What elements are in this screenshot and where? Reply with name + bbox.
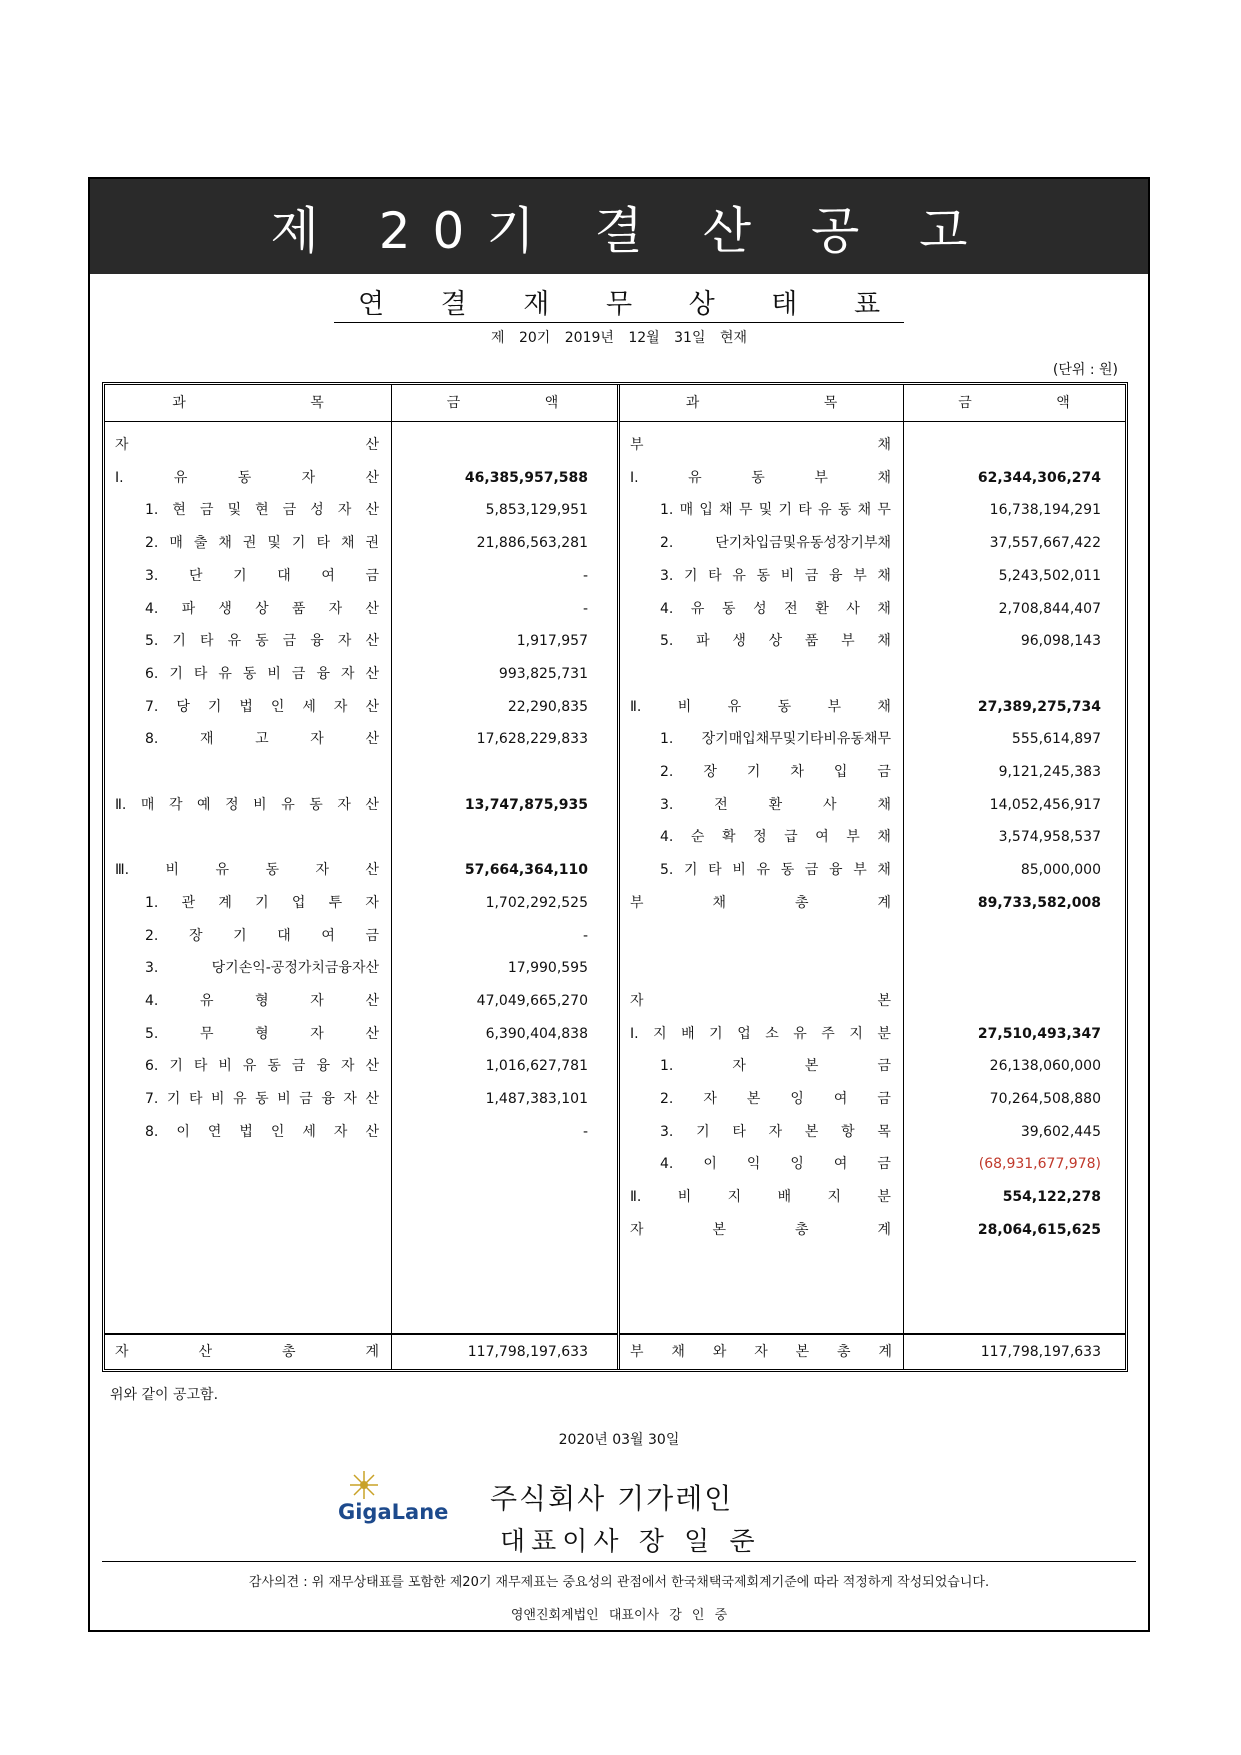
row-amount: 16,738,194,291 — [989, 502, 1101, 519]
row-amount: 27,510,493,347 — [977, 1025, 1101, 1042]
row-amount: 14,052,456,917 — [989, 796, 1101, 813]
table-row — [105, 689, 617, 725]
row-amount: 62,344,306,274 — [977, 469, 1101, 486]
table-row — [620, 623, 1125, 659]
row-item-label: 자 산 — [115, 437, 379, 453]
row-item-label — [630, 656, 891, 692]
table-row — [620, 1114, 1125, 1150]
row-amount: 47,049,665,270 — [476, 992, 588, 1009]
liabilities-equity-column — [620, 385, 1125, 1369]
row-item-label: 7. 기 타 비 유 동 비 금 융 자 산 — [145, 1091, 379, 1107]
table-row — [620, 1016, 1125, 1052]
table-row — [620, 983, 1125, 1019]
unit-label: (단위 : 원) — [1052, 362, 1118, 378]
row-item-label: 2. 자 본 잉 여 금 — [660, 1091, 891, 1107]
logo-text: GigaLane — [338, 1500, 449, 1524]
row-amount: - — [582, 927, 588, 944]
row-item-label: 1. 매 입 채 무 및 기 타 유 동 채 무 — [660, 502, 891, 519]
table-row — [105, 950, 617, 986]
row-item-label: Ⅱ. 매 각 예 정 비 유 동 자 산 — [115, 796, 379, 813]
row-amount — [903, 656, 1101, 692]
closing-statement: 위와 같이 공고함. — [110, 1387, 219, 1403]
row-item-label: 1. 자 본 금 — [660, 1058, 891, 1075]
audit-opinion: 감사의견 : 위 재무상태표를 포함한 제20기 재무제표는 중요성의 관점에서 한국채택국제회계기준에 따라 적정하게 작성되었습니다. — [248, 1575, 990, 1590]
row-amount: 1,917,957 — [516, 633, 588, 650]
table-row — [620, 852, 1125, 888]
row-amount: 27,389,275,734 — [977, 698, 1101, 715]
assets-column — [105, 385, 620, 1369]
row-item-label: Ⅰ. 지 배 기 업 소 유 주 지 분 — [630, 1025, 891, 1042]
row-amount: 96,098,143 — [1020, 633, 1101, 650]
company-name: 주식회사 기가레인 — [490, 1482, 734, 1515]
gigalane-logo-icon — [336, 1469, 454, 1529]
table-row — [105, 787, 617, 823]
row-amount: 1,487,383,101 — [485, 1091, 588, 1107]
table-row — [105, 427, 617, 463]
row-item-label: 3. 기 타 자 본 항 목 — [660, 1123, 891, 1140]
table-row — [105, 885, 617, 921]
row-item-label: 6. 기 타 유 동 비 금 융 자 산 — [145, 665, 379, 682]
row-amount: 28,064,615,625 — [977, 1221, 1101, 1238]
table-row — [620, 427, 1125, 463]
row-amount — [391, 427, 588, 463]
row-amount — [391, 754, 588, 790]
row-amount: 46,385,957,588 — [464, 469, 588, 486]
row-item-label — [630, 950, 891, 986]
row-amount — [903, 983, 1101, 1019]
row-item-label: 5. 기 타 유 동 금 융 자 산 — [145, 633, 379, 650]
row-amount: 70,264,508,880 — [989, 1091, 1101, 1107]
row-item-label: Ⅰ. 유 동 자 산 — [115, 469, 379, 486]
announcement-frame — [88, 177, 1150, 1632]
table-row — [620, 492, 1125, 528]
title-bar — [90, 179, 1148, 274]
total-liabilities-equity-amount: 117,798,197,633 — [980, 1344, 1101, 1360]
table-row — [620, 885, 1125, 921]
table-row — [105, 983, 617, 1019]
row-item-label: 3. 기 타 유 동 비 금 융 부 채 — [660, 567, 891, 584]
row-item-label: 4. 유 형 자 산 — [145, 992, 379, 1009]
table-row — [105, 1016, 617, 1052]
row-item-label: 8. 재 고 자 산 — [145, 731, 379, 748]
row-item-label: Ⅱ. 비 유 동 부 채 — [630, 698, 891, 715]
table-row — [620, 1212, 1125, 1248]
header-item: 과 목 — [685, 395, 898, 411]
row-amount: 13,747,875,935 — [464, 796, 588, 813]
row-item-label: 7. 당 기 법 인 세 자 산 — [145, 698, 379, 715]
statement-title: 연 결 재 무 상 태 표 — [334, 289, 904, 323]
row-item-label: 부 채 — [630, 437, 891, 453]
table-row — [620, 819, 1125, 855]
row-amount: 89,733,582,008 — [977, 894, 1101, 911]
row-amount: 6,390,404,838 — [485, 1025, 588, 1042]
divider — [102, 1561, 1136, 1562]
row-item-label: 3. 단 기 대 여 금 — [145, 567, 379, 584]
row-amount: 3,574,958,537 — [998, 829, 1101, 846]
total-assets-row — [105, 1333, 617, 1369]
row-item-label: 5. 파 생 상 품 부 채 — [660, 633, 891, 650]
table-row — [105, 918, 617, 954]
table-header — [620, 385, 1125, 422]
row-item-label: 부 채 총 계 — [630, 894, 891, 911]
row-amount: 22,290,835 — [507, 698, 588, 715]
row-item-label — [115, 754, 379, 790]
header-amount: 금 액 — [958, 395, 1110, 411]
statement-title-wrap — [90, 282, 1148, 321]
table-row — [620, 525, 1125, 561]
table-row — [105, 721, 617, 757]
row-item-label: 3. 당기손익-공정가치금융자산 — [145, 960, 379, 977]
row-amount — [903, 918, 1101, 954]
table-row — [620, 689, 1125, 725]
row-item-label: 4. 파 생 상 품 자 산 — [145, 600, 379, 617]
row-amount: - — [582, 567, 588, 584]
row-amount: 9,121,245,383 — [998, 764, 1101, 780]
row-amount: 17,990,595 — [507, 960, 588, 977]
row-amount — [903, 427, 1101, 463]
row-item-label: 8. 이 연 법 인 세 자 산 — [145, 1123, 379, 1140]
header-amount: 금 액 — [446, 395, 599, 411]
row-amount: - — [582, 600, 588, 617]
table-row — [105, 754, 617, 790]
row-item-label: 6. 기 타 비 유 동 금 융 자 산 — [145, 1058, 379, 1075]
row-amount: 26,138,060,000 — [989, 1058, 1101, 1075]
table-row — [105, 1114, 617, 1150]
row-item-label: 4. 이 익 잉 여 금 — [660, 1156, 891, 1173]
total-liabilities-equity-label: 부 채 와 자 본 총 계 — [630, 1344, 892, 1360]
table-row — [105, 623, 617, 659]
balance-sheet-table — [102, 382, 1128, 1372]
total-assets-amount: 117,798,197,633 — [467, 1344, 588, 1360]
row-item-label: 4. 순 확 정 급 여 부 채 — [660, 829, 891, 846]
row-item-label: 2. 장 기 차 입 금 — [660, 764, 891, 780]
row-item-label: 5. 기 타 비 유 동 금 융 부 채 — [660, 862, 891, 879]
row-amount: 85,000,000 — [1020, 862, 1101, 879]
row-amount: (68,931,677,978) — [978, 1156, 1101, 1173]
row-item-label: Ⅲ. 비 유 동 자 산 — [115, 862, 379, 879]
row-amount: 5,243,502,011 — [998, 567, 1101, 584]
row-amount: 1,702,292,525 — [485, 894, 588, 911]
row-item-label: 3. 전 환 사 채 — [660, 796, 891, 813]
row-amount: 555,614,897 — [1011, 731, 1101, 748]
row-item-label: 1. 장기매입채무및기타비유동채무 — [660, 731, 891, 748]
company-logo — [336, 1469, 454, 1529]
table-row — [105, 656, 617, 692]
row-item-label: 2. 장 기 대 여 금 — [145, 927, 379, 944]
table-row — [620, 1081, 1125, 1117]
table-row — [620, 918, 1125, 954]
table-row — [620, 460, 1125, 496]
table-row — [105, 1048, 617, 1084]
row-item-label: 자 본 — [630, 992, 891, 1009]
table-row — [620, 1048, 1125, 1084]
row-item-label: 1. 현 금 및 현 금 성 자 산 — [145, 502, 379, 519]
table-row — [105, 492, 617, 528]
ceo-name: 대표이사 장 일 준 — [500, 1527, 761, 1557]
row-amount: 2,708,844,407 — [998, 600, 1101, 617]
row-item-label — [115, 819, 379, 855]
row-amount: 1,016,627,781 — [485, 1058, 588, 1075]
total-liabilities-equity-row — [620, 1333, 1125, 1369]
auditor-signature: 영앤진회계법인 대표이사 강 인 중 — [510, 1608, 728, 1623]
row-item-label: 자 본 총 계 — [630, 1221, 891, 1238]
table-header — [105, 385, 617, 422]
row-item-label: 1. 관 계 기 업 투 자 — [145, 894, 379, 911]
reporting-period: 제 20기 2019년 12월 31일 현재 — [491, 330, 747, 346]
table-row — [620, 1179, 1125, 1215]
row-item-label: 5. 무 형 자 산 — [145, 1025, 379, 1042]
table-row — [620, 787, 1125, 823]
row-item-label — [630, 918, 891, 954]
row-amount: 5,853,129,951 — [485, 502, 588, 519]
row-amount: 554,122,278 — [1002, 1189, 1101, 1206]
row-amount — [391, 819, 588, 855]
row-item-label: Ⅰ. 유 동 부 채 — [630, 469, 891, 486]
table-row — [105, 852, 617, 888]
table-row — [105, 1081, 617, 1117]
table-row — [620, 656, 1125, 692]
row-item-label: 4. 유 동 성 전 환 사 채 — [660, 600, 891, 617]
table-row — [105, 460, 617, 496]
row-amount: - — [582, 1123, 588, 1140]
row-amount: 21,886,563,281 — [476, 535, 588, 552]
row-amount: 39,602,445 — [1020, 1123, 1101, 1140]
table-row — [105, 525, 617, 561]
total-assets-label: 자 산 총 계 — [115, 1344, 379, 1360]
table-row — [105, 558, 617, 594]
row-amount: 57,664,364,110 — [464, 862, 588, 879]
row-amount: 37,557,667,422 — [989, 535, 1101, 552]
table-row — [105, 819, 617, 855]
table-row — [620, 754, 1125, 790]
row-item-label: 2. 매 출 채 권 및 기 타 채 권 — [145, 535, 379, 552]
table-row — [620, 558, 1125, 594]
table-row — [620, 1146, 1125, 1182]
table-row — [620, 721, 1125, 757]
table-row — [105, 591, 617, 627]
header-item: 과 목 — [172, 395, 384, 411]
row-item-label: Ⅱ. 비 지 배 지 분 — [630, 1189, 891, 1206]
row-amount: 993,825,731 — [498, 665, 588, 682]
announcement-date: 2020년 03월 30일 — [558, 1432, 680, 1448]
row-item-label: 2. 단기차입금및유동성장기부채 — [660, 535, 891, 552]
page-title: 제 20기 결 산 공 고 — [270, 201, 990, 260]
table-row — [620, 591, 1125, 627]
row-amount: 17,628,229,833 — [476, 731, 588, 748]
row-amount — [903, 950, 1101, 986]
table-row — [620, 950, 1125, 986]
